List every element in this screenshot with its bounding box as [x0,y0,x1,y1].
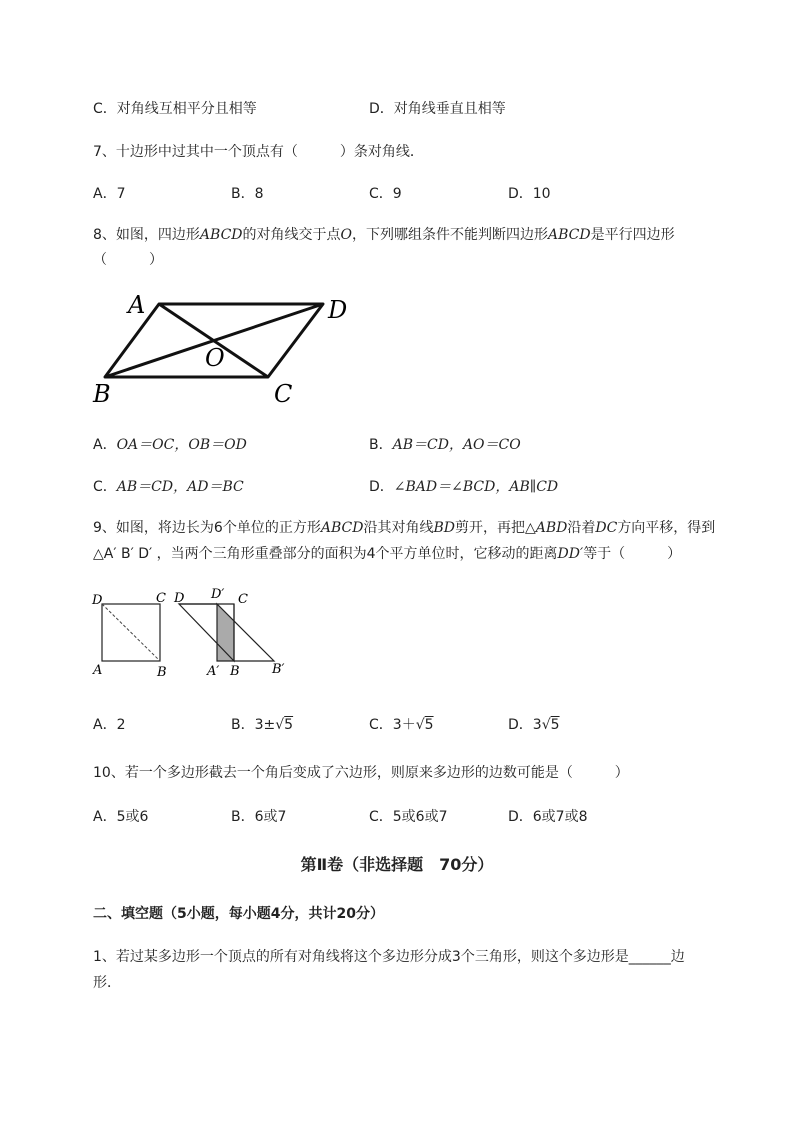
q8-option-b: B．AB＝CD，AO＝CO [369,437,521,453]
q10-option-b: B．6或7 [231,809,287,825]
q10-option-c: C．5或6或7 [369,809,448,825]
svg-text:C: C [156,591,166,606]
fill1-line2: 形． [93,975,121,991]
q8-stem: 8、如图，四边形ABCD的对角线交于点O，下列哪组条件不能判断四边形ABCD是平行四边形 [93,227,675,243]
q8-option-c: C．AB＝CD，AD＝BC [93,479,244,495]
svg-text:A′: A′ [207,664,220,679]
q9-stem-line1: 9、如图，将边长为6个单位的正方形ABCD沿其对角线BD剪开，再把△ABD沿着DC方向平移，得到 [93,520,716,536]
q8-label-o: O [205,344,225,372]
q8-abcd: ABCD [199,227,243,243]
q10-option-d: D．6或7或8 [508,809,588,825]
q6-option-d: D．对角线垂直且相等 [369,101,506,117]
q6-option-c: C．对角线互相平分且相等 [93,101,257,117]
fill1-line1: 1、若过某多边形一个顶点的所有对角线将这个多边形分成3个三角形，则这个多边形是______边 [93,949,685,965]
q8-answer-paren: （ ） [93,252,163,268]
q8-label-b: B [93,380,111,408]
q8-point-o: O [340,227,353,243]
q9-option-d: D．3√5 [508,717,560,733]
q9-stem-line2: △A′ B′ D′ ，当两个三角形重叠部分的面积为4个平方单位时，它移动的距离DD′等于（ ） [93,546,682,562]
q7-option-c: C．9 [369,186,402,202]
section2-subtitle: 二、填空题（5小题，每小题4分，共计20分） [93,906,384,922]
section2-title: 第Ⅱ卷（非选择题 70分） [300,855,494,874]
q7-stem: 7、十边形中过其中一个顶点有（ ）条对角线． [93,144,424,160]
q10-stem: 10、若一个多边形截去一个角后变成了六边形，则原来多边形的边数可能是（ ） [93,765,629,781]
q8-label-c: C [274,380,293,408]
sqrt-icon: √ [541,717,551,733]
q8-option-a: A．OA＝OC，OB＝OD [93,437,247,453]
q10-option-a: A．5或6 [93,809,149,825]
q7-option-a: A．7 [93,186,126,202]
q8-label-d: D [328,296,348,324]
q8-option-d: D．∠BAD＝∠BCD，AB∥CD [369,479,559,495]
q7-option-b: B．8 [231,186,264,202]
svg-text:D′: D′ [211,587,225,602]
q8-label-a: A [128,291,146,319]
q7-option-d: D．10 [508,186,551,202]
q9-option-a: A．2 [93,717,126,733]
q9-option-b: B．3±√5 [231,717,294,733]
svg-text:B: B [230,664,240,679]
svg-text:B: B [157,665,167,680]
sqrt-icon: √ [415,717,425,733]
svg-text:B′: B′ [272,662,285,677]
sqrt-icon: √ [275,717,285,733]
svg-text:D: D [174,591,185,606]
svg-text:C: C [238,592,248,607]
svg-text:A: A [93,663,103,678]
q9-option-c: C．3＋√5 [369,717,434,733]
svg-text:D: D [92,593,103,608]
